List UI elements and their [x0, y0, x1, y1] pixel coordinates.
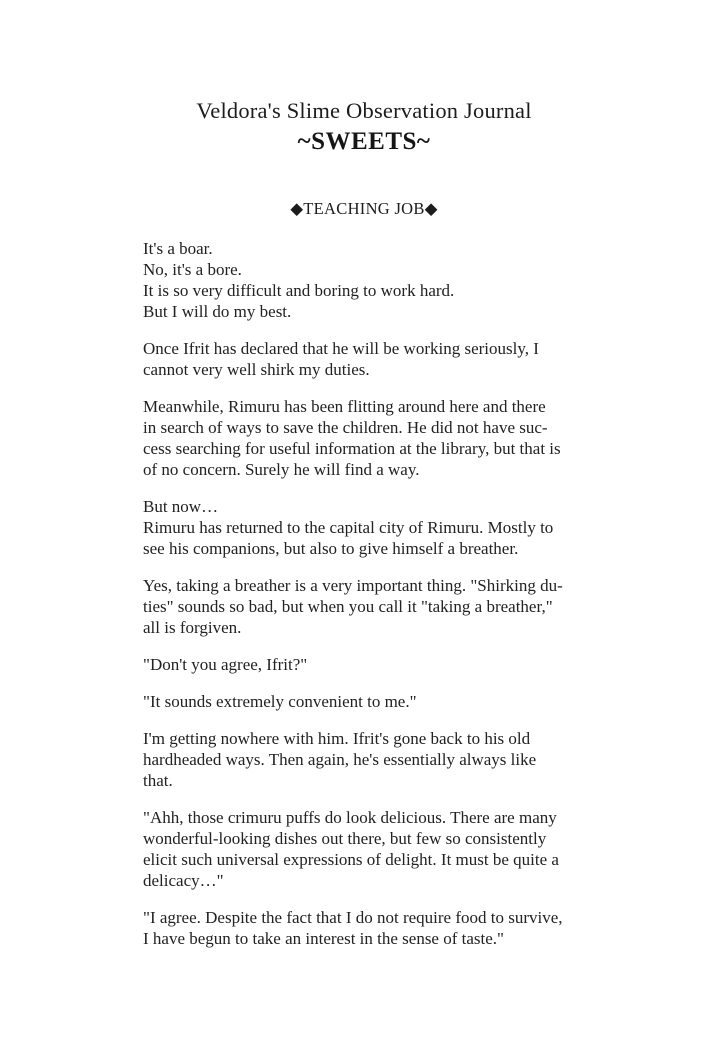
text-line: Once Ifrit has declared that he will be working seriously, I — [143, 339, 539, 358]
journal-title: Veldora's Slime Observation Journal — [196, 98, 532, 123]
text-line: I'm getting nowhere with him. Ifrit's gone back to his old — [143, 729, 531, 748]
text-line: "Don't you agree, Ifrit?" — [143, 655, 308, 674]
text-line: see his companions, but also to give himself a breather. — [143, 539, 519, 558]
paragraph — [143, 691, 593, 712]
text-line: in search of ways to save the children. He did not have suc- — [143, 418, 548, 437]
text-line: No, it's a bore. — [143, 260, 242, 279]
text-line: all is forgiven. — [143, 618, 242, 637]
text-line: cess searching for useful information at the library, but that is — [143, 439, 561, 458]
text-line: "I agree. Despite the fact that I do not require food to survive, — [143, 908, 563, 927]
text-line: Rimuru has returned to the capital city of Rimuru. Mostly to — [143, 518, 554, 537]
text-line: of no concern. Surely he will find a way. — [143, 460, 420, 479]
text-line: Meanwhile, Rimuru has been flitting around here and there — [143, 397, 546, 416]
section-heading: ◆TEACHING JOB◆ — [290, 199, 438, 218]
text-line: Yes, taking a breather is a very important thing. "Shirking du- — [143, 576, 563, 595]
text-line: that. — [143, 771, 173, 790]
text-line: delicacy…" — [143, 871, 224, 890]
paragraph — [143, 338, 593, 380]
text-line: hardheaded ways. Then again, he's essentially always like — [143, 750, 537, 769]
paragraph — [143, 396, 593, 480]
paragraph — [143, 575, 593, 638]
paragraph — [143, 496, 593, 559]
paragraph — [143, 654, 593, 675]
text-line: wonderful-looking dishes out there, but few so consistently — [143, 829, 547, 848]
body-text — [143, 238, 593, 949]
text-line: It is so very difficult and boring to work hard. — [143, 281, 455, 300]
text-line: ties" sounds so bad, but when you call it "taking a breather," — [143, 597, 553, 616]
paragraph — [143, 238, 593, 322]
paragraph — [143, 907, 593, 949]
text-line: "Ahh, those crimuru puffs do look delicious. There are many — [143, 808, 557, 827]
text-line: I have begun to take an interest in the sense of taste." — [143, 929, 504, 948]
text-line: cannot very well shirk my duties. — [143, 360, 370, 379]
text-line: elicit such universal expressions of delight. It must be quite a — [143, 850, 559, 869]
paragraph — [143, 807, 593, 891]
text-line: But now… — [143, 497, 219, 516]
text-line: "It sounds extremely convenient to me." — [143, 692, 417, 711]
text-line: But I will do my best. — [143, 302, 292, 321]
journal-subtitle: ~SWEETS~ — [297, 128, 431, 155]
text-line: It's a boar. — [143, 239, 213, 258]
paragraph — [143, 728, 593, 791]
